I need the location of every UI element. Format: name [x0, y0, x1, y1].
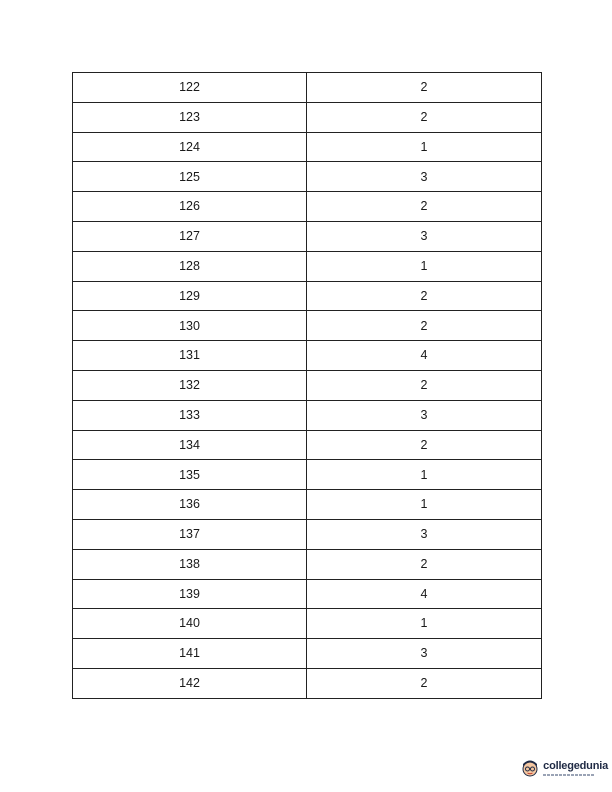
table-row [73, 102, 542, 132]
table-row [73, 251, 542, 281]
question-number-cell: 141 [73, 639, 307, 669]
table-row [73, 609, 542, 639]
question-number-cell: 131 [73, 341, 307, 371]
table-row [73, 162, 542, 192]
question-number-cell: 134 [73, 430, 307, 460]
answer-cell: 3 [307, 221, 542, 251]
answer-cell: 2 [307, 73, 542, 103]
table-row [73, 490, 542, 520]
answer-cell: 3 [307, 162, 542, 192]
table-row [73, 400, 542, 430]
answer-cell: 3 [307, 639, 542, 669]
question-number-cell: 128 [73, 251, 307, 281]
table-row [73, 460, 542, 490]
table-row [73, 549, 542, 579]
question-number-cell: 140 [73, 609, 307, 639]
answer-cell: 2 [307, 430, 542, 460]
answer-cell: 1 [307, 609, 542, 639]
table-row [73, 639, 542, 669]
question-number-cell: 124 [73, 132, 307, 162]
answer-key-table-body [73, 73, 542, 699]
answer-cell: 2 [307, 549, 542, 579]
question-number-cell: 137 [73, 519, 307, 549]
answer-cell: 2 [307, 281, 542, 311]
logo-wordmark: collegedunia [543, 759, 608, 772]
question-number-cell: 129 [73, 281, 307, 311]
question-number-cell: 142 [73, 668, 307, 698]
collegedunia-mascot-icon [520, 758, 540, 778]
answer-cell: 1 [307, 251, 542, 281]
table-row [73, 73, 542, 103]
table-row [73, 370, 542, 400]
answer-cell: 4 [307, 341, 542, 371]
answer-cell: 2 [307, 370, 542, 400]
answer-cell: 1 [307, 460, 542, 490]
table-row [73, 192, 542, 222]
question-number-cell: 138 [73, 549, 307, 579]
logo-tagline [543, 774, 595, 776]
answer-cell: 2 [307, 311, 542, 341]
question-number-cell: 135 [73, 460, 307, 490]
table-row [73, 579, 542, 609]
table-row [73, 668, 542, 698]
table-row [73, 132, 542, 162]
answer-cell: 2 [307, 192, 542, 222]
answer-key-table [72, 72, 542, 699]
table-row [73, 281, 542, 311]
answer-cell: 2 [307, 668, 542, 698]
answer-cell: 1 [307, 132, 542, 162]
answer-cell: 3 [307, 400, 542, 430]
answer-cell: 2 [307, 102, 542, 132]
question-number-cell: 123 [73, 102, 307, 132]
collegedunia-logo [520, 758, 608, 778]
answer-cell: 4 [307, 579, 542, 609]
question-number-cell: 122 [73, 73, 307, 103]
answer-cell: 3 [307, 519, 542, 549]
question-number-cell: 130 [73, 311, 307, 341]
question-number-cell: 139 [73, 579, 307, 609]
question-number-cell: 132 [73, 370, 307, 400]
question-number-cell: 126 [73, 192, 307, 222]
question-number-cell: 125 [73, 162, 307, 192]
question-number-cell: 136 [73, 490, 307, 520]
question-number-cell: 127 [73, 221, 307, 251]
table-row [73, 430, 542, 460]
table-row [73, 341, 542, 371]
question-number-cell: 133 [73, 400, 307, 430]
table-row [73, 519, 542, 549]
answer-cell: 1 [307, 490, 542, 520]
table-row [73, 311, 542, 341]
table-row [73, 221, 542, 251]
